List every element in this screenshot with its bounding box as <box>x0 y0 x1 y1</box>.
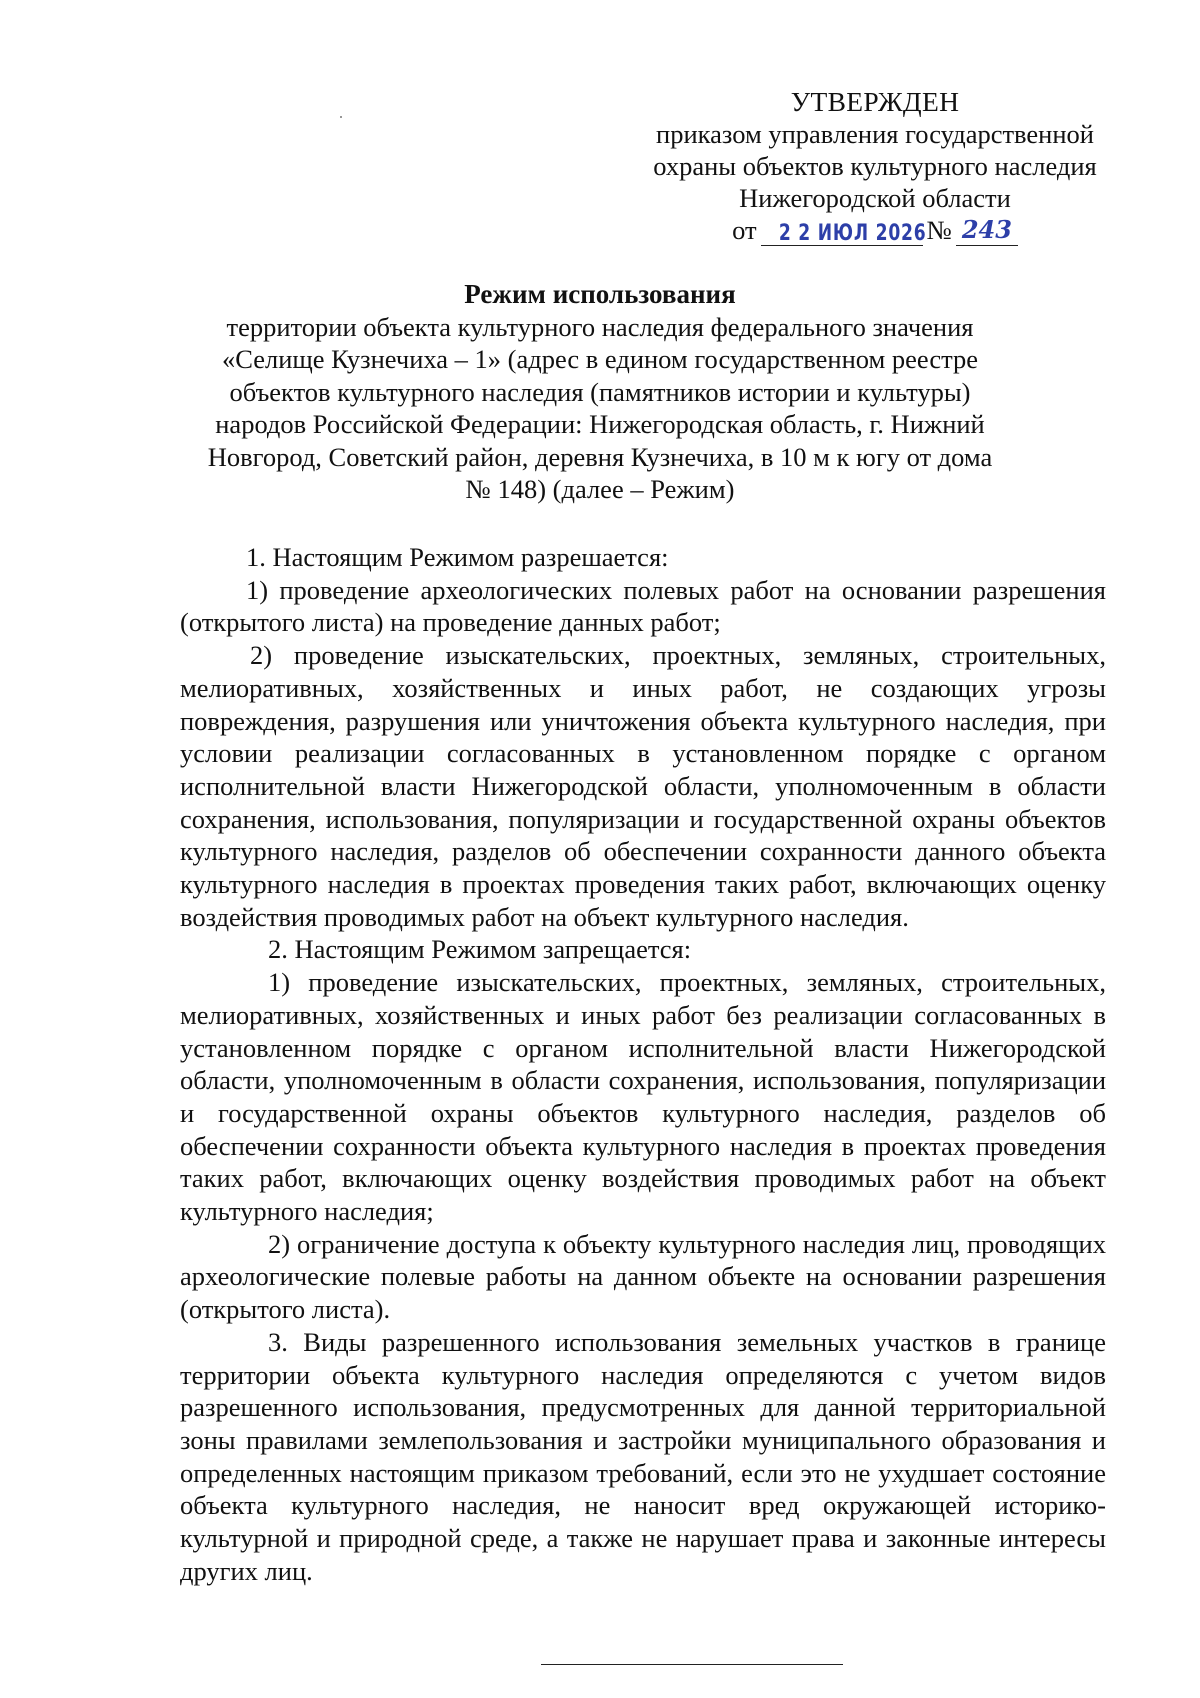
heading-line: «Селище Кузнечиха – 1» (адрес в едином государственном реестре <box>221 344 979 374</box>
approval-title: УТВЕРЖДЕН <box>790 86 960 117</box>
heading-line: территории объекта культурного наследия федерального значения <box>226 311 974 342</box>
order-number-handwritten: 243 <box>956 215 1018 246</box>
section-2-item-2: 2) ограничение доступа к объекту культурного наследия лиц, проводящих археологические полевые работы на данном объекте на основании разрешения (открытого листа). <box>180 1228 1106 1325</box>
approval-date-line <box>620 214 1130 246</box>
date-field <box>761 215 927 246</box>
section-1-heading: 1. Настоящим Режимом разрешается: <box>246 542 669 572</box>
date-stamp: 2 2 ИЮЛ 2026 <box>778 221 927 246</box>
approval-line-2: охраны объектов культурного наследия <box>653 151 1097 181</box>
section-3-paragraph: 3. Виды разрешенного использования земельных участков в границе территории объекта культурного наследия определяются с учетом видов разрешенного использования, предусмотренных для данной территориальной зоны правилами землепользования и застройки муниципального образования и определенных настоящим приказом требований, если это не ухудшает состояние объекта культурного наследия, не наносит вред окружающей историко-культурной и природной среде, а также не нарушает права и законные интересы других лиц. <box>180 1326 1106 1586</box>
document-heading <box>180 278 1020 506</box>
section-2-heading: 2. Настоящим Режимом запрещается: <box>268 934 692 965</box>
end-divider-line <box>541 1664 843 1665</box>
scan-speck <box>340 116 342 118</box>
date-prefix: от <box>732 215 757 245</box>
heading-line: объектов культурного наследия (памятников истории и культуры) <box>229 376 971 407</box>
heading-line: № 148) (далее – Режим) <box>465 474 735 504</box>
section-2-item-1: 1) проведение изыскательских, проектных, земляных, строительных, мелиоративных, хозяйственных и иных работ без реализации согласованных в установленном порядке с органом исполнительной власти Нижегородской области, уполномоченным в области сохранения, использования, популяризации и государственной охраны объектов культурного наследия, разделов об обеспечении сохранности объекта культурного наследия в проектах проведения таких работ, включающих оценку воздействия проводимых работ на объект культурного наследия; <box>180 967 1106 1227</box>
heading-line: народов Российской Федерации: Нижегородская область, г. Нижний <box>215 409 985 439</box>
approval-line-1: приказом управления государственной <box>656 119 1094 149</box>
section-1-item-1: 1) проведение археологических полевых работ на основании разрешения (открытого листа) на проведение данных работ; <box>180 574 1106 638</box>
approval-block <box>620 86 1130 246</box>
number-prefix: № <box>926 215 952 245</box>
heading-line: Новгород, Советский район, деревня Кузнечиха, в 10 м к югу от дома <box>207 441 993 472</box>
heading-title: Режим использования <box>464 279 736 309</box>
approval-line-3: Нижегородской области <box>739 183 1011 213</box>
document-body <box>180 541 1106 1588</box>
section-1-item-2: 2) проведение изыскательских, проектных, земляных, строительных, мелиоративных, хозяйственных и иных работ, не создающих угрозы повреждения, разрушения или уничтожения объекта культурного наследия, при условии реализации согласованных в установленном порядке с органом исполнительной власти Нижегородской области, уполномоченным в области сохранения, использования, популяризации и государственной охраны объектов культурного наследия, разделов об обеспечении сохранности данного объекта культурного наследия в проектах проведения таких работ, включающих оценку воздействия проводимых работ на объект культурного наследия. <box>180 640 1106 932</box>
